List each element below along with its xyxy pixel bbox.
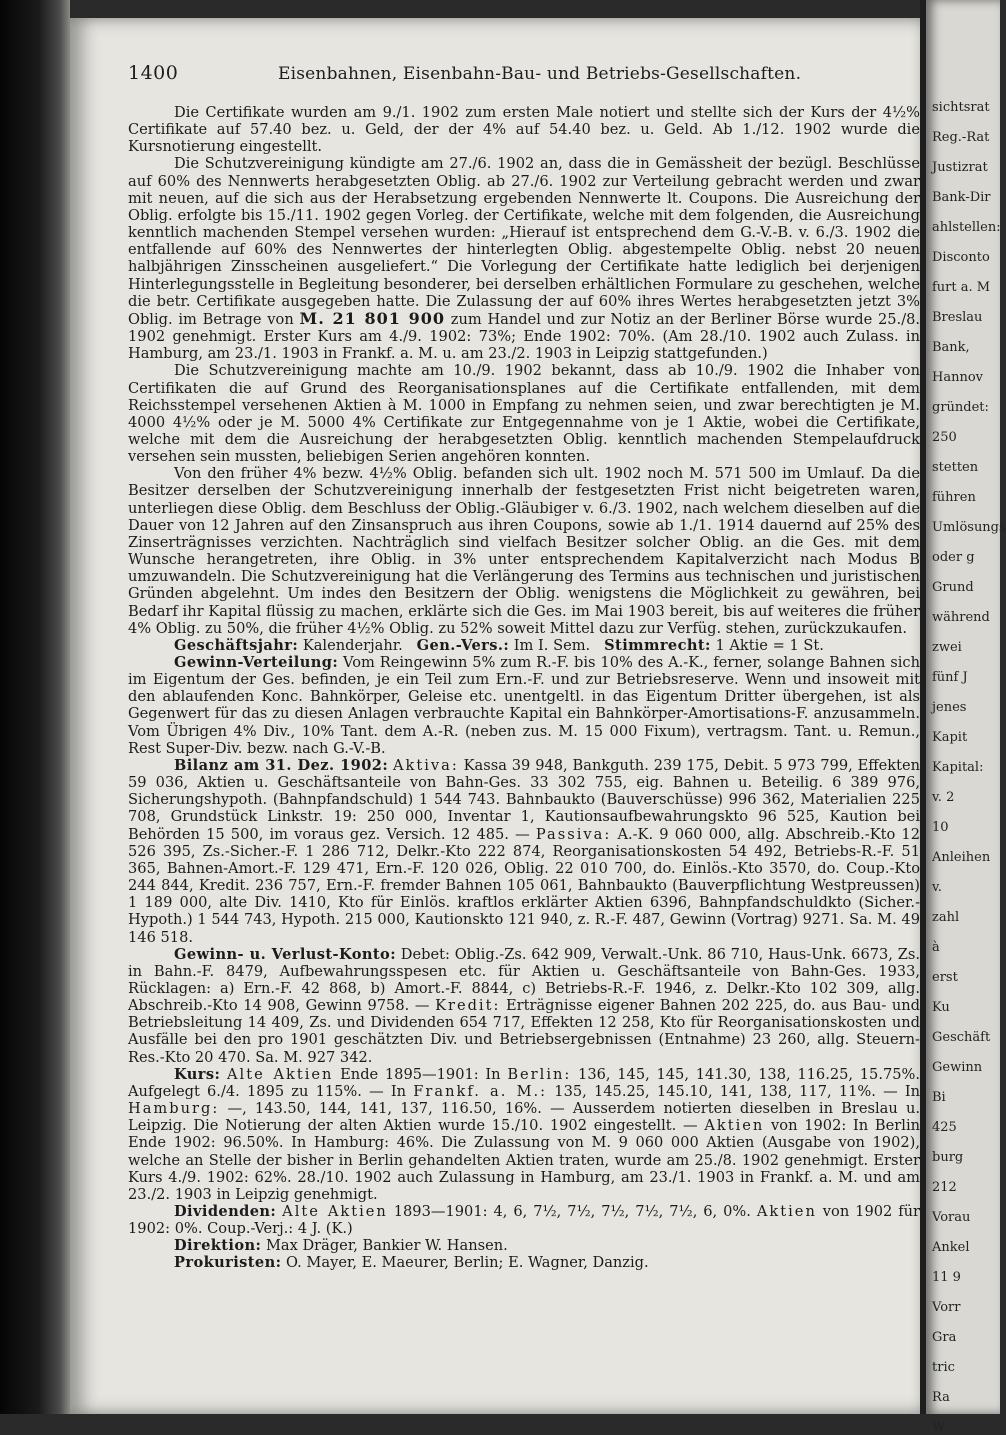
kurs-text-e: von 1902: In Berlin Ende 1902: 96.50%. In Hamburg: 46%. Die Zulassung von M. 9 060 000 Aktien (Ausgabe von 1902), welche an Stelle der bisher in Berlin gehandelten Aktien traten, wurde am 25./8. 1902 genehmigt. Erster Kurs 4./9. 1902: 62%. 28./10. 1902 auch Zulassung in Hamburg, am 23./1. 1903 in Frankf. a. M. und am 23./2. 1903 in Leipzig genehmigt. bbox=[128, 1117, 921, 1203]
book-spine-shadow bbox=[0, 0, 70, 1414]
paragraph-remaining-oblig: Von den früher 4% bezw. 4½% Oblig. befanden sich ult. 1902 noch M. 571 500 im Umlauf. Da die Besitzer derselben der Schutzvereinigung innerhalb der festgesetzten Frist nicht beigetreten waren, unterliegen diese Oblig. dem Beschluss der Oblig.-Gläubiger v. 6./3. 1902, nach welchem dieselben auf die Dauer von 12 Jahren auf den Zinsanspruch aus ihren Coupons, sowie ab 1./1. 1914 dauernd auf 25% des Zinserträgnisses verzichten. Nachträglich sind vielfach Besitzer solcher Oblig. an die Ges. mit dem Wunsche herangetreten, ihre Oblig. in 3% unter entsprechendem Kapitalverzicht nach Modus B umzuwandeln. Die Schutzvereinigung hat die Verlängerung des Termins aus technischen und juristischen Gründen abgelehnt. Um indes den Besitzern der Oblig. wenigstens die Möglichkeit zu gewähren, bei Bedarf ihr Kapital flüssig zu machen, erklärte sich die Ges. im Mai 1903 bereit, bis auf weiteres die früher 4% Oblig. zu 50%, die früher 4½% Oblig. zu 52% soweit Mittel dazu zur Verfüg. stehen, zurückzukaufen. bbox=[128, 465, 920, 637]
adjacent-page-fragment: jenes bbox=[932, 700, 967, 715]
adjacent-page-fragment: 212 bbox=[932, 1180, 957, 1195]
adjacent-page-fragment: Bank, bbox=[932, 340, 970, 355]
p2-text-a: Die Schutzvereinigung kündigte am 27./6. 1902 an, dass die in Gemässheit der bezügl. Beschlüsse auf 60% des Nennwerts herabgesetzten Oblig. ab 27./6. 1902 zur Verteilung gebracht werden und zwar mit neuen, auf die sich aus der Herabsetzung ergebenden Nennwerte lt. Coupons. Die Ausreichung der Oblig. erfolgte bis 15./11. 1902 gegen Vorleg. der Certifikate, welche mit dem folgenden, die Ausreichung kenntlich machenden Stempel versehen wurden: „Hierauf ist entsprechend dem G.-V.-B. v. 6./3. 1902 die entfallende auf 60% des Nennwertes der hinterlegten Oblig. abgestempelte Oblig. nebst 20 neuen halbjährigen Zinsscheinen ausgeliefert.“ Die Vorlegung der Certifikate hatte lediglich bei derjenigen Hinterlegungsstelle in Begleitung besonderer, bei derselben erhältlichen Formulare zu geschehen, welche die betr. Certifikate ausgegeben hatte. Die Zulassung der auf 60% ihres Wertes herabgesetzten jetzt 3% Oblig. im Betrage von bbox=[128, 155, 920, 328]
adjacent-page-fragment: W bbox=[932, 1420, 946, 1435]
oblig-amount: M. 21 801 900 bbox=[299, 308, 445, 328]
page-number: 1400 bbox=[128, 62, 179, 84]
paragraph-kurs bbox=[128, 1066, 920, 1203]
kurs-label: Kurs: bbox=[174, 1065, 221, 1083]
adjacent-page-fragment: Bank-Dir bbox=[932, 190, 991, 205]
adjacent-page-fragment: Reg.-Rat bbox=[932, 130, 990, 145]
gewinn-verteilung-text: Vom Reingewinn 5% zum R.-F. bis 10% des A.-K., ferner, solange Bahnen sich im Eigentum der Ges. befinden, je ein Teil zum Ern.-F. und zur Betriebsreserve. Wenn und insoweit mit den ablaufenden Konc. Bahnkörper, Geleise etc. unentgeltl. in das Eigentum Dritter übergehen, ist als Gegenwert für das zu diesen Anlagen verbrauchte Kapital ein Bahnkörper-Amortisations-F. anzusammeln. Vom Übrigen 4% Div., 10% Tant. dem A.-R. (neben zus. M. 15 000 Fixum), vertragsm. Tant. u. Remun., Rest Super-Div. bezw. nach G.-V.-B. bbox=[128, 654, 920, 757]
adjacent-page-fragment: Gra bbox=[932, 1330, 957, 1345]
paragraph-bilanz bbox=[128, 757, 920, 946]
paragraph-gewinn-verlust-konto bbox=[128, 946, 920, 1066]
adjacent-page-fragment: während bbox=[932, 610, 990, 625]
bilanz-label: Bilanz am 31. Dez. 1902: bbox=[174, 756, 389, 774]
adjacent-page-fragment: 425 bbox=[932, 1120, 957, 1135]
adjacent-page-edge bbox=[926, 0, 1006, 1435]
adjacent-page-fragment: Grund bbox=[932, 580, 974, 595]
adjacent-page-fragment: Geschäft bbox=[932, 1030, 991, 1045]
adjacent-page-fragment: 10 bbox=[932, 820, 949, 835]
stimmrecht-label: Stimmrecht: bbox=[604, 636, 711, 654]
adjacent-page-fragment: Kapital: bbox=[932, 760, 984, 775]
page-header bbox=[128, 62, 908, 86]
adjacent-page-fragment: Vorau bbox=[932, 1210, 971, 1225]
kurs-frankfurt: Frankf. a. M.: bbox=[413, 1082, 548, 1100]
kurs-text-c: 135, 145.25, 145.10, 141, 138, 117, 11%. — In bbox=[554, 1082, 921, 1100]
gen-vers-value: Im I. Sem. bbox=[513, 636, 591, 654]
passiva-label: Passiva: bbox=[535, 825, 612, 843]
adjacent-page-fragment: v. 2 bbox=[932, 790, 955, 805]
kurs-hamburg: Hamburg: bbox=[128, 1100, 220, 1118]
bilanz-aktiva-text: Kassa 39 948, Bankguth. 239 175, Debit. 5 973 799, Effekten 59 036, Aktien u. Geschäftsanteile von Bahn-Ges. 33 302 755, eig. Bahnen u. Beteilig. 6 389 976, Sicherungshypoth. (Bahnpfandschuld) 1 544 743. Bahnbaukto (Bauverschüsse) 996 362, Materialien 225 708, Grundstück Linkstr. 19: 250 000, Inventar 1, Kautionsaufbewahrungskto 96 525, Kaution bei Behörden 15 500, im voraus gez. Versich. 12 485. — bbox=[128, 756, 921, 843]
paragraph-aktien-exchange: Die Schutzvereinigung machte am 10./9. 1902 bekannt, dass ab 10./9. 1902 die Inhaber von Certifikaten die auf Grund des Reorganisationsplanes auf die Certifikate entfallenden, mit dem Reichsstempel versehenen Aktien à M. 1000 in Empfang zu nehmen seien, und zwar berechtigten je M. 4000 4½% oder je M. 5000 4% Certifikate zur Entgegennahme von je 1 Aktie, wobei die Certifikate, welche mit dem die Ausreichung der herabgesetzten Oblig. kenntlich machenden Stempelaufdruck versehen sein mussten, beliebigen Serien angehören konnten. bbox=[128, 362, 920, 466]
p2-text-b: zum Handel und zur Notiz an der Berliner Börse wurde 25./8. 1902 genehmigt. Erster Kurs am 4./9. 1902: 73%; Ende 1902: 70%. (Am 28./10. 1902 auch Zulass. in Hamburg, am 23./1. 1903 in Frankf. a. M. u. am 23./2. 1903 in Leipzig stattgefunden.) bbox=[128, 310, 921, 363]
paragraph-certificates-quotation: Die Certifikate wurden am 9./1. 1902 zum ersten Male notiert und stellte sich der Kurs der 4½% Certifikate auf 57.40 bez. u. Geld, der der 4% auf 54.40 bez. u. Geld. Ab 1./12. 1902 wurde die Kursnotierung eingestellt. bbox=[128, 104, 920, 156]
kurs-text-d: —, 143.50, 144, 141, 137, 116.50, 16%. — Ausserdem notierten dieselben in Breslau u. Leipzig. Die Notierung der alten Aktien wurde 15./10. 1902 eingestellt. — bbox=[128, 1100, 921, 1135]
adjacent-page-fragment: Ku bbox=[932, 1000, 950, 1015]
line-direktion bbox=[128, 1237, 920, 1254]
bilanz-passiva-text: A.-K. 9 060 000, allg. Abschreib.-Kto 12 526 395, Zs.-Sicher.-F. 1 286 712, Delkr.-Kto 222 874, Reorganisationskosten 54 492, Betriebs-R.-F. 51 365, Bahnen-Amort.-F. 129 471, Ern.-F. 120 026, Oblig. 22 010 700, do. Einlös.-Kto 3570, do. Coup.-Kto 244 844, Kredit. 236 757, Ern.-F. fremder Bahnen 105 061, Bahnbaukto (Bauverpflichtung Westpreussen) 1 189 000, alte Div. 1410, Kto für Einlös. kraftlos erklärter Aktien 6396, Bahnpfandschuldkto (Sicher.-Hypoth.) 1 544 743, Hypoth. 215 000, Kautionskto 121 940, z. R.-F. 487, Gewinn (Vortrag) 9271. Sa. M. 49 146 518. bbox=[128, 825, 920, 946]
adjacent-page-fragment: burg bbox=[932, 1150, 964, 1165]
line-geschaeftsjahr bbox=[128, 637, 920, 654]
adjacent-page-fragment: tric bbox=[932, 1360, 955, 1375]
kurs-text-a: Ende 1895—1901: In bbox=[340, 1065, 501, 1083]
adjacent-page-fragment: führen bbox=[932, 490, 976, 505]
adjacent-page-fragment: Disconto bbox=[932, 250, 990, 265]
div-text-b: von 1902 für 1902: 0%. Coup.-Verj.: 4 J. (K.) bbox=[128, 1203, 921, 1238]
kredit-label: Kredit: bbox=[435, 997, 501, 1015]
paragraph-dividenden bbox=[128, 1203, 920, 1237]
adjacent-page-fragment: ahlstellen: bbox=[932, 220, 1001, 235]
page-body bbox=[128, 104, 920, 1272]
adjacent-page-fragment: Kapit bbox=[932, 730, 968, 745]
gen-vers-label: Gen.-Vers.: bbox=[416, 636, 510, 654]
adjacent-page-fragment: à bbox=[932, 940, 940, 955]
paragraph-gewinn-verteilung bbox=[128, 654, 920, 757]
adjacent-page-fragment: Ankel bbox=[932, 1240, 970, 1255]
guv-kredit-text: Erträgnisse eigener Bahnen 202 225, do. aus Bau- und Betriebsleitung 14 409, Zs. und Dividenden 654 717, Effekten 12 258, Kto für Reorganisationskosten und Ausfälle bei den pro 1901 geschätzten Div. und Betriebsergebnissen (Entnahme) 23 260, allg. Steuern-Res.-Kto 20 470. Sa. M. 927 342. bbox=[128, 997, 921, 1066]
adjacent-page-fragment: Breslau bbox=[932, 310, 983, 325]
debet-label: Debet: bbox=[400, 945, 450, 963]
adjacent-page-fragment: zwei bbox=[932, 640, 962, 655]
geschaeftsjahr-label: Geschäftsjahr: bbox=[174, 636, 299, 654]
adjacent-page-fragment: fünf J bbox=[932, 670, 968, 685]
book-page bbox=[70, 18, 925, 1414]
running-title: Eisenbahnen, Eisenbahn-Bau- und Betriebs-Gesellschaften. bbox=[278, 64, 802, 84]
adjacent-page-fragment: erst bbox=[932, 970, 958, 985]
kurs-alte-aktien: Alte Aktien bbox=[227, 1065, 334, 1083]
kurs-aktien: Aktien bbox=[704, 1117, 765, 1135]
div-aktien: Aktien bbox=[756, 1203, 817, 1220]
prokuristen-value: O. Mayer, E. Maeurer, Berlin; E. Wagner, Danzig. bbox=[286, 1254, 649, 1272]
adjacent-page-fragment: Ra bbox=[932, 1390, 950, 1405]
kurs-berlin: Berlin: bbox=[507, 1065, 572, 1083]
adjacent-page-fragment: 11 9 bbox=[932, 1270, 961, 1285]
direktion-value: Max Dräger, Bankier W. Hansen. bbox=[265, 1237, 508, 1255]
gewinn-verteilung-label: Gewinn-Verteilung: bbox=[174, 654, 339, 671]
aktiva-label: Aktiva: bbox=[393, 756, 459, 774]
adjacent-page-fragment: stetten bbox=[932, 460, 979, 475]
adjacent-page-fragment: v. bbox=[932, 880, 942, 895]
adjacent-page-fragment: zahl bbox=[932, 910, 960, 925]
adjacent-page-fragment: Anleihen bbox=[932, 850, 991, 865]
geschaeftsjahr-value: Kalenderjahr. bbox=[302, 636, 403, 654]
adjacent-page-fragment: oder g bbox=[932, 550, 975, 565]
adjacent-page-fragment: Bi bbox=[932, 1090, 946, 1105]
paragraph-schutzvereinigung-oblig bbox=[128, 155, 920, 362]
div-text-a: 1893—1901: 4, 6, 7½, 7½, 7½, 7½, 7½, 6, 0%. bbox=[393, 1203, 751, 1220]
adjacent-page-fragment: furt a. M bbox=[932, 280, 991, 295]
adjacent-page-fragment: Justizrat bbox=[932, 160, 988, 175]
guv-label: Gewinn- u. Verlust-Konto: bbox=[174, 945, 396, 963]
adjacent-page-fragment: Gewinn bbox=[932, 1060, 983, 1075]
adjacent-page-fragment: gründet: bbox=[932, 400, 989, 415]
div-alte-aktien: Alte Aktien bbox=[282, 1203, 388, 1220]
guv-debet-text: Oblig.-Zs. 642 909, Verwalt.-Unk. 86 710, Haus-Unk. 6673, Zs. in Bahn.-F. 8479, Aufbewahrungsspesen etc. für Aktien u. Geschäftsanteile von Bahn-Ges. 1933, Rücklagen: a) Ern.-F. 42 868, b) Amort.-F. 8844, c) Betriebs-R.-F. 1946, z. Delkr.-Kto 102 309, allg. Abschreib.-Kto 14 908, Gewinn 9758. — bbox=[128, 945, 921, 1015]
adjacent-page-fragment: Umlösungs bbox=[932, 520, 1006, 535]
adjacent-page-fragment: sichtsrat bbox=[932, 100, 990, 115]
kurs-text-b: 136, 145, 145, 141.30, 138, 116.25, 15.75%. Aufgelegt 6./4. 1895 zu 115%. — In bbox=[128, 1065, 921, 1100]
line-prokuristen bbox=[128, 1254, 920, 1271]
prokuristen-label: Prokuristen: bbox=[174, 1254, 282, 1272]
direktion-label: Direktion: bbox=[174, 1237, 262, 1255]
adjacent-page-fragment: Vorr bbox=[932, 1300, 961, 1315]
adjacent-page-fragment: Hannov bbox=[932, 370, 984, 385]
dividenden-label: Dividenden: bbox=[174, 1203, 277, 1220]
adjacent-page-fragment: 250 bbox=[932, 430, 957, 445]
stimmrecht-value: 1 Aktie = 1 St. bbox=[715, 636, 824, 654]
